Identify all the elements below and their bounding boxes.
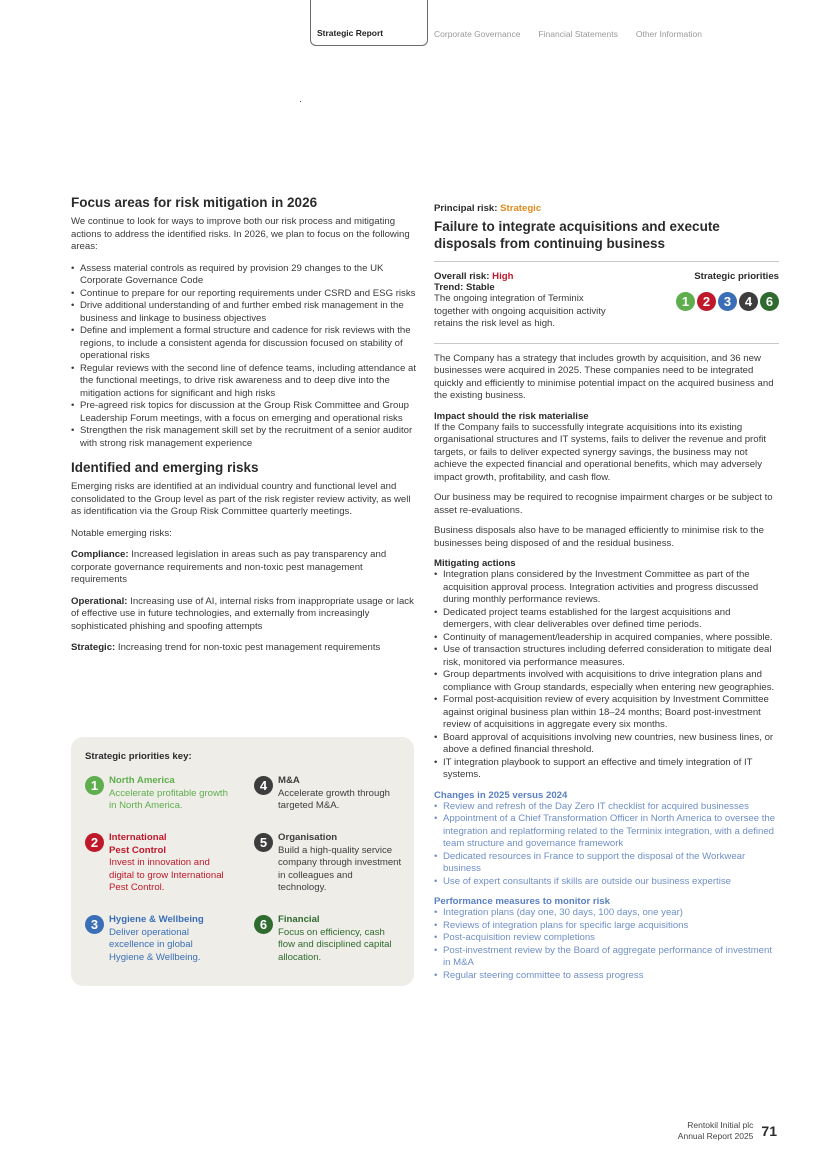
compliance-text: Increased legislation in areas such as pay transparency and corporate governance requirements and non-toxic pest management requirements — [71, 549, 387, 585]
impact-text: If the Company fails to successfully integrate acquisitions into its existing organisational structures and IT systems, fails to deliver the revenue and profit targets, or fails to deliver expected synergy savings, the business may not achieve the expected financial and operational benefits, which may adversely impact growth, profitability, and cash flow. — [434, 421, 767, 483]
impairment-paragraph: Our business may be required to recognise impairment charges or be subject to asset re-evaluations. — [434, 492, 773, 516]
changes-heading: Changes in 2025 versus 2024 — [434, 789, 568, 801]
list-item: • Use of transaction structures including deferred consideration to mitigate deal risk, monitored via performance measures. — [434, 644, 779, 669]
compliance-label: Compliance: — [71, 549, 129, 560]
list-item: • Post-acquisition review completions — [434, 932, 779, 945]
key-item-organisation — [254, 832, 404, 895]
compliance-paragraph — [71, 549, 417, 587]
key-item-title: Financial — [278, 914, 320, 925]
list-item: • Dedicated resources in France to support the disposal of the Workwear business — [434, 851, 779, 876]
emerging-heading: Identified and emerging risks — [71, 460, 259, 475]
tab-corporate-governance[interactable]: Corporate Governance — [434, 29, 521, 39]
disposals-paragraph: Business disposals also have to be managed efficiently to minimise risk to the businesses being disposed of and the residual business. — [434, 525, 764, 549]
list-item: • Pre-agreed risk topics for discussion at the Group Risk Committee and Group Leadership Forum meetings, with a focus on emerging and operational risks — [71, 400, 417, 425]
operational-paragraph — [71, 596, 417, 634]
key-item-desc: Accelerate growth through targeted M&A. — [278, 787, 390, 811]
number-4-icon: 4 — [739, 292, 758, 311]
risk-summary — [434, 271, 779, 339]
strategic-priorities-key — [71, 737, 414, 986]
overall-risk-value: High — [492, 271, 514, 282]
key-item-title: M&A — [278, 775, 300, 786]
number-6-icon: 6 — [254, 915, 273, 934]
operational-text: Increasing use of AI, internal risks from inappropriate usage or lack of effective use in future technologies, and externally from increasingly sophisticated phishing and spoofing attempts — [71, 595, 414, 632]
key-item-desc: Deliver operational excellence in global Hygiene & Wellbeing. — [109, 926, 201, 963]
list-item: • Drive additional understanding of and further embed risk management in the business and linkage to business objectives — [71, 300, 417, 325]
number-4-icon: 4 — [254, 776, 273, 795]
focus-intro: We continue to look for ways to improve both our risk process and mitigating actions to address the identified risks. In 2026, we plan to focus on the following areas: — [71, 216, 410, 252]
left-column — [71, 195, 417, 664]
key-item-hygiene-wellbeing — [85, 914, 235, 964]
key-item-title: International Pest Control — [109, 832, 167, 856]
page-number: 71 — [761, 1123, 777, 1139]
key-item-title: Hygiene & Wellbeing — [109, 914, 204, 925]
key-item-financial — [254, 914, 404, 964]
list-item: • Review and refresh of the Day Zero IT checklist for acquired businesses — [434, 801, 779, 814]
performance-heading: Performance measures to monitor risk — [434, 896, 610, 907]
tab-financial-statements[interactable]: Financial Statements — [538, 29, 618, 39]
key-item-title: North America — [109, 775, 175, 786]
divider — [434, 343, 779, 344]
key-item-desc: Accelerate profitable growth in North America. — [109, 787, 228, 811]
number-1-icon: 1 — [85, 776, 104, 795]
list-item: • Regular steering committee to assess progress — [434, 970, 779, 983]
page-footer — [678, 1120, 777, 1142]
number-3-icon: 3 — [718, 292, 737, 311]
list-item: • Group departments involved with acquisitions to drive integration plans and compliance with Group standards, especially when entering new geographies. — [434, 669, 779, 694]
list-item: • Formal post-acquisition review of every acquisition by Investment Committee against original business plan within 18–24 months; Board post-investment review of acquisitions in aggregate every six months. — [434, 694, 779, 732]
right-column — [434, 203, 779, 992]
number-2-icon: 2 — [85, 833, 104, 852]
overall-risk: Overall risk: High — [434, 271, 514, 282]
performance-list — [434, 907, 779, 982]
tab-other-information[interactable]: Other Information — [635, 29, 702, 39]
focus-heading: Focus areas for risk mitigation in 2026 — [71, 195, 318, 210]
number-1-icon: 1 — [676, 292, 695, 311]
list-item: • Reviews of integration plans for specific large acquisitions — [434, 920, 779, 933]
priority-badges — [674, 292, 779, 311]
key-title: Strategic priorities key: — [85, 751, 192, 762]
mitigating-heading: Mitigating actions — [434, 558, 516, 569]
strategic-text: Increasing trend for non-toxic pest management requirements — [115, 642, 381, 653]
strategic-label: Strategic: — [71, 642, 116, 653]
list-item: • Integration plans considered by the Investment Committee as part of the acquisition approval process. Integration activities and progress discussed during monthly performance reviews. — [434, 569, 779, 607]
trend-label: Trend: Stable — [434, 282, 495, 293]
operational-label: Operational: — [71, 595, 128, 607]
emerging-intro: Emerging risks are identified at an individual country and functional level and consolidated to the Group level as part of the risk register review activity, as well as identification via the Group Risk Committee quarterly meetings. — [71, 481, 411, 517]
key-item-m-and-a — [254, 775, 404, 813]
divider — [434, 261, 779, 262]
number-2-icon: 2 — [697, 292, 716, 311]
number-3-icon: 3 — [85, 915, 104, 934]
key-item-international-pest-control — [85, 832, 235, 895]
strategic-paragraph — [71, 642, 417, 655]
footer-company: Rentokil Initial plc — [687, 1120, 754, 1130]
impact-heading: Impact should the risk materialise — [434, 410, 589, 422]
key-item-title: Organisation — [278, 832, 338, 843]
key-item-desc: Focus on efficiency, cash flow and disciplined capital allocation. — [278, 926, 392, 963]
trend-text: The ongoing integration of Terminix together with ongoing acquisition activity retains the risk level as high. — [434, 293, 606, 329]
notable-label: Notable emerging risks: — [71, 527, 172, 539]
strategic-priorities-title: Strategic priorities — [694, 271, 779, 282]
list-item: • Continue to prepare for our reporting requirements under CSRD and ESG risks — [71, 288, 417, 301]
list-item: • Regular reviews with the second line of defence teams, including attendance at the functional meetings, to drive risk awareness and to deep dive into the mitigation actions for significant and high risks — [71, 363, 417, 401]
key-item-desc: Invest in innovation and digital to grow International Pest Control. — [109, 857, 224, 893]
mitigating-list — [434, 569, 779, 782]
tab-strategic-report[interactable]: Strategic Report — [310, 0, 428, 46]
list-item: • IT integration playbook to support an effective and timely integration of IT systems. — [434, 757, 779, 782]
stray-dot — [300, 101, 301, 102]
list-item: • Use of expert consultants if skills are outside our business expertise — [434, 876, 779, 889]
focus-list — [71, 263, 417, 451]
principal-risk-label: Principal risk: Strategic — [434, 203, 542, 214]
list-item: • Board approval of acquisitions involving new countries, new business lines, or above a defined financial threshold. — [434, 732, 779, 757]
list-item: • Strengthen the risk management skill set by the recruitment of a senior auditor with strong risk management experience — [71, 425, 417, 450]
list-item: • Post-investment review by the Board of aggregate performance of investment in M&A — [434, 945, 779, 970]
list-item: • Assess material controls as required by provision 29 changes to the UK Corporate Governance Code — [71, 263, 417, 288]
list-item: • Define and implement a formal structure and cadence for risk reviews with the regions, to include a consistent agenda for discussion focused on stability of operational risks — [71, 325, 417, 363]
intro-paragraph: The Company has a strategy that includes growth by acquisition, and 36 new businesses were acquired in 2025. These companies need to be integrated quickly and efficiently to minimise potential impact on the acquired business and the existing business. — [434, 352, 774, 401]
list-item: • Appointment of a Chief Transformation Officer in North America to oversee the integration and replatforming related to the Terminix integration, with a defined team structure and governance framework — [434, 813, 779, 851]
list-item: • Dedicated project teams established for the largest acquisitions and demergers, with clear deliverables over defined time periods. — [434, 607, 779, 632]
key-item-desc: Build a high-quality service company through investment in colleagues and technology. — [278, 844, 402, 893]
number-5-icon: 5 — [254, 833, 273, 852]
changes-list — [434, 801, 779, 889]
number-6-icon: 6 — [760, 292, 779, 311]
principal-risk-value: Strategic — [500, 203, 542, 214]
section-nav — [310, 0, 714, 46]
list-item: • Continuity of management/leadership in acquired companies, where possible. — [434, 632, 779, 645]
footer-report: Annual Report 2025 — [677, 1131, 754, 1141]
risk-title: Failure to integrate acquisitions and execute disposals from continuing business — [434, 219, 720, 251]
list-item: • Integration plans (day one, 30 days, 100 days, one year) — [434, 907, 779, 920]
key-item-north-america — [85, 775, 235, 813]
